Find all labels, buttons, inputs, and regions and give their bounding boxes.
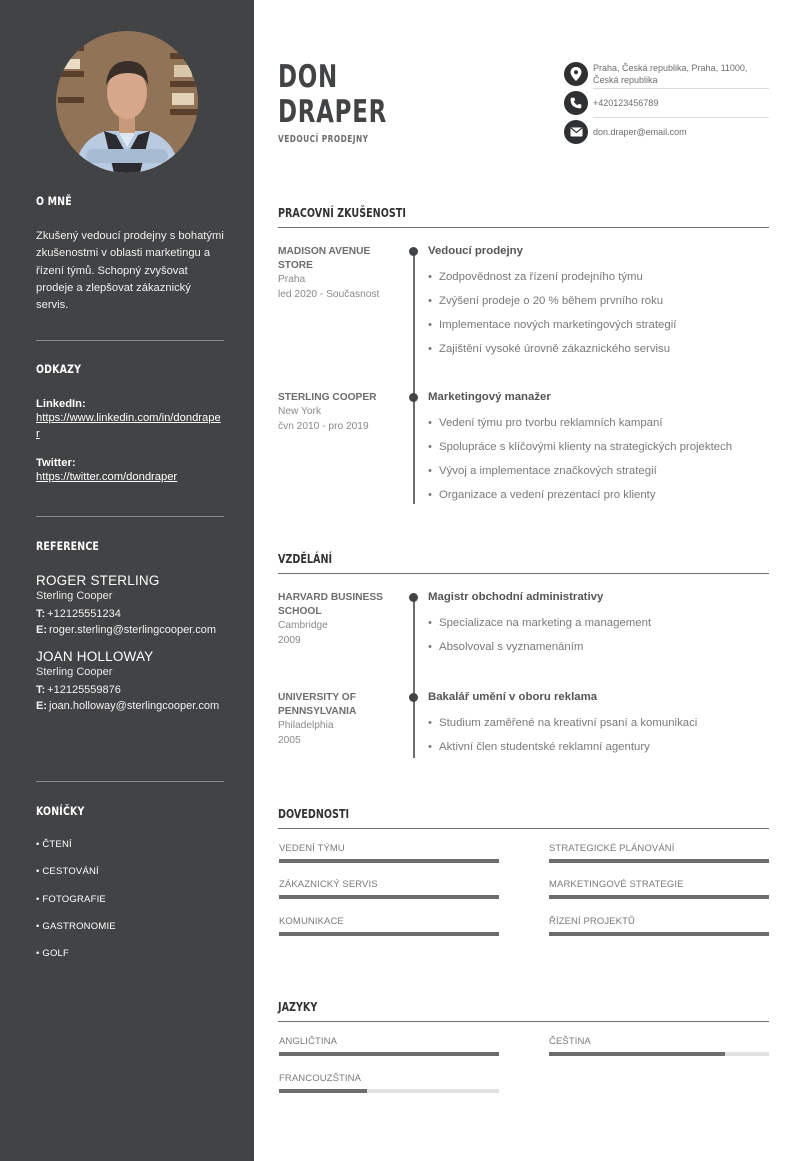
education-entry-meta (278, 691, 398, 748)
job-title: VEDOUCÍ PRODEJNY (278, 134, 369, 145)
bullet-item: • Spolupráce s klíčovými klienty na strategických projektech (428, 441, 769, 465)
references-section (36, 539, 224, 714)
skill-bar (279, 932, 499, 936)
entry-location: Praha (278, 274, 306, 285)
bullet-item: • Organizace a vedení prezentací pro klienty (428, 489, 769, 513)
skill-bar-fill (549, 895, 769, 899)
section-rule (278, 573, 769, 574)
skill-label: VEDENÍ TÝMU (279, 843, 345, 854)
entry-organization: MADISON AVENUE STORE (278, 246, 371, 271)
entry-bullets (428, 617, 769, 665)
entry-location: Cambridge (278, 620, 328, 631)
skill-bar-fill (279, 859, 499, 863)
first-name: DON (278, 59, 338, 95)
entry-bullets (428, 717, 769, 765)
reference-item (36, 573, 224, 638)
entry-dates: 2009 (278, 634, 301, 646)
last-name: DRAPER (278, 94, 388, 130)
link-item-twitter (36, 457, 224, 485)
skill-label: KOMUNIKACE (279, 916, 344, 927)
phone-icon (564, 91, 588, 115)
references-heading: REFERENCE (36, 539, 100, 553)
bullet-item: • Zvýšení prodeje o 20 % během prvního roku (428, 295, 769, 319)
bullet-item: • Studium zaměřené na kreativní psaní a komunikaci (428, 717, 769, 741)
skill-item (549, 916, 769, 927)
skill-label: ZÁKAZNICKÝ SERVIS (279, 879, 378, 890)
link-item-linkedin (36, 398, 224, 442)
reference-email (36, 622, 224, 638)
experience-timeline (413, 252, 415, 504)
sidebar-divider (36, 340, 224, 341)
links-heading: ODKAZY (36, 362, 82, 376)
entry-organization: HARVARD BUSINESS SCHOOL (278, 592, 383, 617)
bullet-item: • Aktivní člen studentské reklamní agentury (428, 741, 769, 765)
entry-role: Marketingový manažer (428, 391, 551, 403)
skill-item (549, 879, 769, 890)
bullet-item: • Implementace nových marketingových strategií (428, 319, 769, 343)
full-name (278, 60, 387, 130)
skill-bar-fill (549, 932, 769, 936)
about-heading: O MNĚ (36, 194, 72, 208)
location-pin-icon (564, 62, 588, 86)
hobby-item: • GOLF (36, 948, 70, 960)
email-text[interactable]: don.draper@email.com (593, 127, 687, 137)
section-rule (278, 1021, 769, 1022)
skill-label: STRATEGICKÉ PLÁNOVÁNÍ (549, 843, 675, 854)
skill-item (549, 843, 769, 854)
language-bar (279, 1089, 499, 1093)
reference-item (36, 649, 224, 714)
links-section (36, 362, 224, 485)
phone-value: +12125559876 (47, 684, 121, 696)
timeline-dot (409, 247, 418, 256)
skill-item (279, 879, 499, 890)
language-item (549, 1036, 769, 1047)
sidebar-divider (36, 516, 224, 517)
bullet-item: • Specializace na marketing a management (428, 617, 769, 641)
experience-heading: PRACOVNÍ ZKUŠENOSTI (278, 206, 406, 220)
education-timeline (413, 598, 415, 758)
about-text: Zkušený vedoucí prodejny s bohatými zkušenostmi v oblasti marketingu a řízení týmů. Schopný zvyšovat prodeje a zlepšovat zákaznický servis. (36, 230, 224, 312)
email-value: roger.sterling@sterlingcooper.com (49, 624, 217, 636)
timeline-dot (409, 393, 418, 402)
education-entry-meta (278, 591, 398, 648)
reference-company: Sterling Cooper (36, 666, 113, 678)
skill-bar (549, 895, 769, 899)
phone-text[interactable]: +420123456789 (593, 98, 659, 108)
language-item (279, 1036, 499, 1047)
email-value: joan.holloway@sterlingcooper.com (49, 700, 220, 712)
reference-name: JOAN HOLLOWAY (36, 649, 154, 664)
bullet-item: • Absolvoval s vyznamenáním (428, 641, 769, 665)
entry-role: Magistr obchodní administrativy (428, 591, 604, 603)
reference-phone (36, 606, 224, 622)
twitter-link[interactable]: https://twitter.com/dondraper (36, 471, 178, 483)
skill-label: MARKETINGOVÉ STRATEGIE (549, 879, 684, 890)
skill-bar-fill (279, 895, 499, 899)
timeline-dot (409, 693, 418, 702)
reference-name: ROGER STERLING (36, 573, 160, 588)
language-item (279, 1073, 499, 1084)
reference-company: Sterling Cooper (36, 590, 113, 602)
hobby-item: • CESTOVÁNÍ (36, 866, 99, 878)
hobbies-section (36, 804, 224, 975)
sidebar (0, 0, 254, 1161)
section-rule (278, 828, 769, 829)
linkedin-label: LinkedIn: (36, 398, 86, 410)
language-label: ČEŠTINA (549, 1036, 591, 1047)
bullet-item: • Zodpovědnost za řízení prodejního týmu (428, 271, 769, 295)
entry-dates: led 2020 - Současnost (278, 288, 380, 300)
skill-bar (549, 859, 769, 863)
entry-role: Bakalář umění v oboru reklama (428, 691, 598, 703)
skills-heading: DOVEDNOSTI (278, 807, 350, 821)
phone-label: T: (36, 684, 46, 696)
skill-item (279, 843, 499, 854)
sidebar-divider (36, 781, 224, 782)
skill-bar (279, 895, 499, 899)
reference-email (36, 698, 224, 714)
about-section (36, 194, 224, 314)
envelope-icon (564, 120, 588, 144)
linkedin-link[interactable]: https://www.linkedin.com/in/dondraper (36, 412, 221, 440)
language-bar-fill (279, 1052, 499, 1056)
email-label: E: (36, 624, 47, 636)
languages-heading: JAZYKY (278, 1000, 318, 1014)
skill-bar (549, 932, 769, 936)
entry-dates: 2005 (278, 734, 301, 746)
experience-entry-meta (278, 391, 398, 434)
hobbies-list (36, 839, 224, 975)
language-bar (549, 1052, 769, 1056)
phone-value: +12125551234 (47, 608, 121, 620)
entry-organization: STERLING COOPER (278, 392, 377, 403)
timeline-dot (409, 593, 418, 602)
hobbies-heading: KONÍČKY (36, 804, 85, 818)
language-label: FRANCOUZŠTINA (279, 1073, 362, 1084)
address-text: Praha, Česká republika, Praha, 11000, Česká republika (593, 63, 748, 85)
skill-item (279, 916, 499, 927)
skill-bar (279, 859, 499, 863)
entry-dates: čvn 2010 - pro 2019 (278, 420, 369, 432)
contact-divider (593, 117, 769, 118)
hobby-item: • ČTENÍ (36, 839, 72, 850)
phone-label: T: (36, 608, 46, 620)
contact-divider (593, 88, 769, 89)
hobby-item: • FOTOGRAFIE (36, 893, 106, 905)
bullet-item: • Zajištění vysoké úrovně zákaznického servisu (428, 343, 769, 367)
section-rule (278, 227, 769, 228)
email-label: E: (36, 700, 47, 712)
avatar (56, 31, 198, 173)
entry-bullets (428, 271, 769, 367)
bullet-item: • Vedení týmu pro tvorbu reklamních kampaní (428, 417, 769, 441)
hobby-item: • GASTRONOMIE (36, 920, 116, 932)
reference-phone (36, 682, 224, 698)
language-bar-fill (549, 1052, 725, 1056)
skill-bar-fill (549, 859, 769, 863)
skill-bar-fill (279, 932, 499, 936)
contact-block (564, 62, 769, 152)
entry-organization: UNIVERSITY OF PENNSYLVANIA (278, 692, 357, 717)
entry-bullets (428, 417, 769, 513)
language-label: ANGLIČTINA (279, 1036, 338, 1047)
entry-role: Vedoucí prodejny (428, 245, 523, 257)
twitter-label: Twitter: (36, 457, 76, 469)
skill-label: ŘÍZENÍ PROJEKTŮ (549, 916, 635, 927)
language-bar-fill (279, 1089, 367, 1093)
experience-entry-meta (278, 245, 398, 302)
language-bar (279, 1052, 499, 1056)
entry-location: New York (278, 406, 322, 417)
profile-photo (56, 31, 198, 173)
education-heading: VZDĚLÁNÍ (278, 552, 333, 566)
bullet-item: • Vývoj a implementace značkových strategií (428, 465, 769, 489)
entry-location: Philadelphia (278, 720, 334, 731)
